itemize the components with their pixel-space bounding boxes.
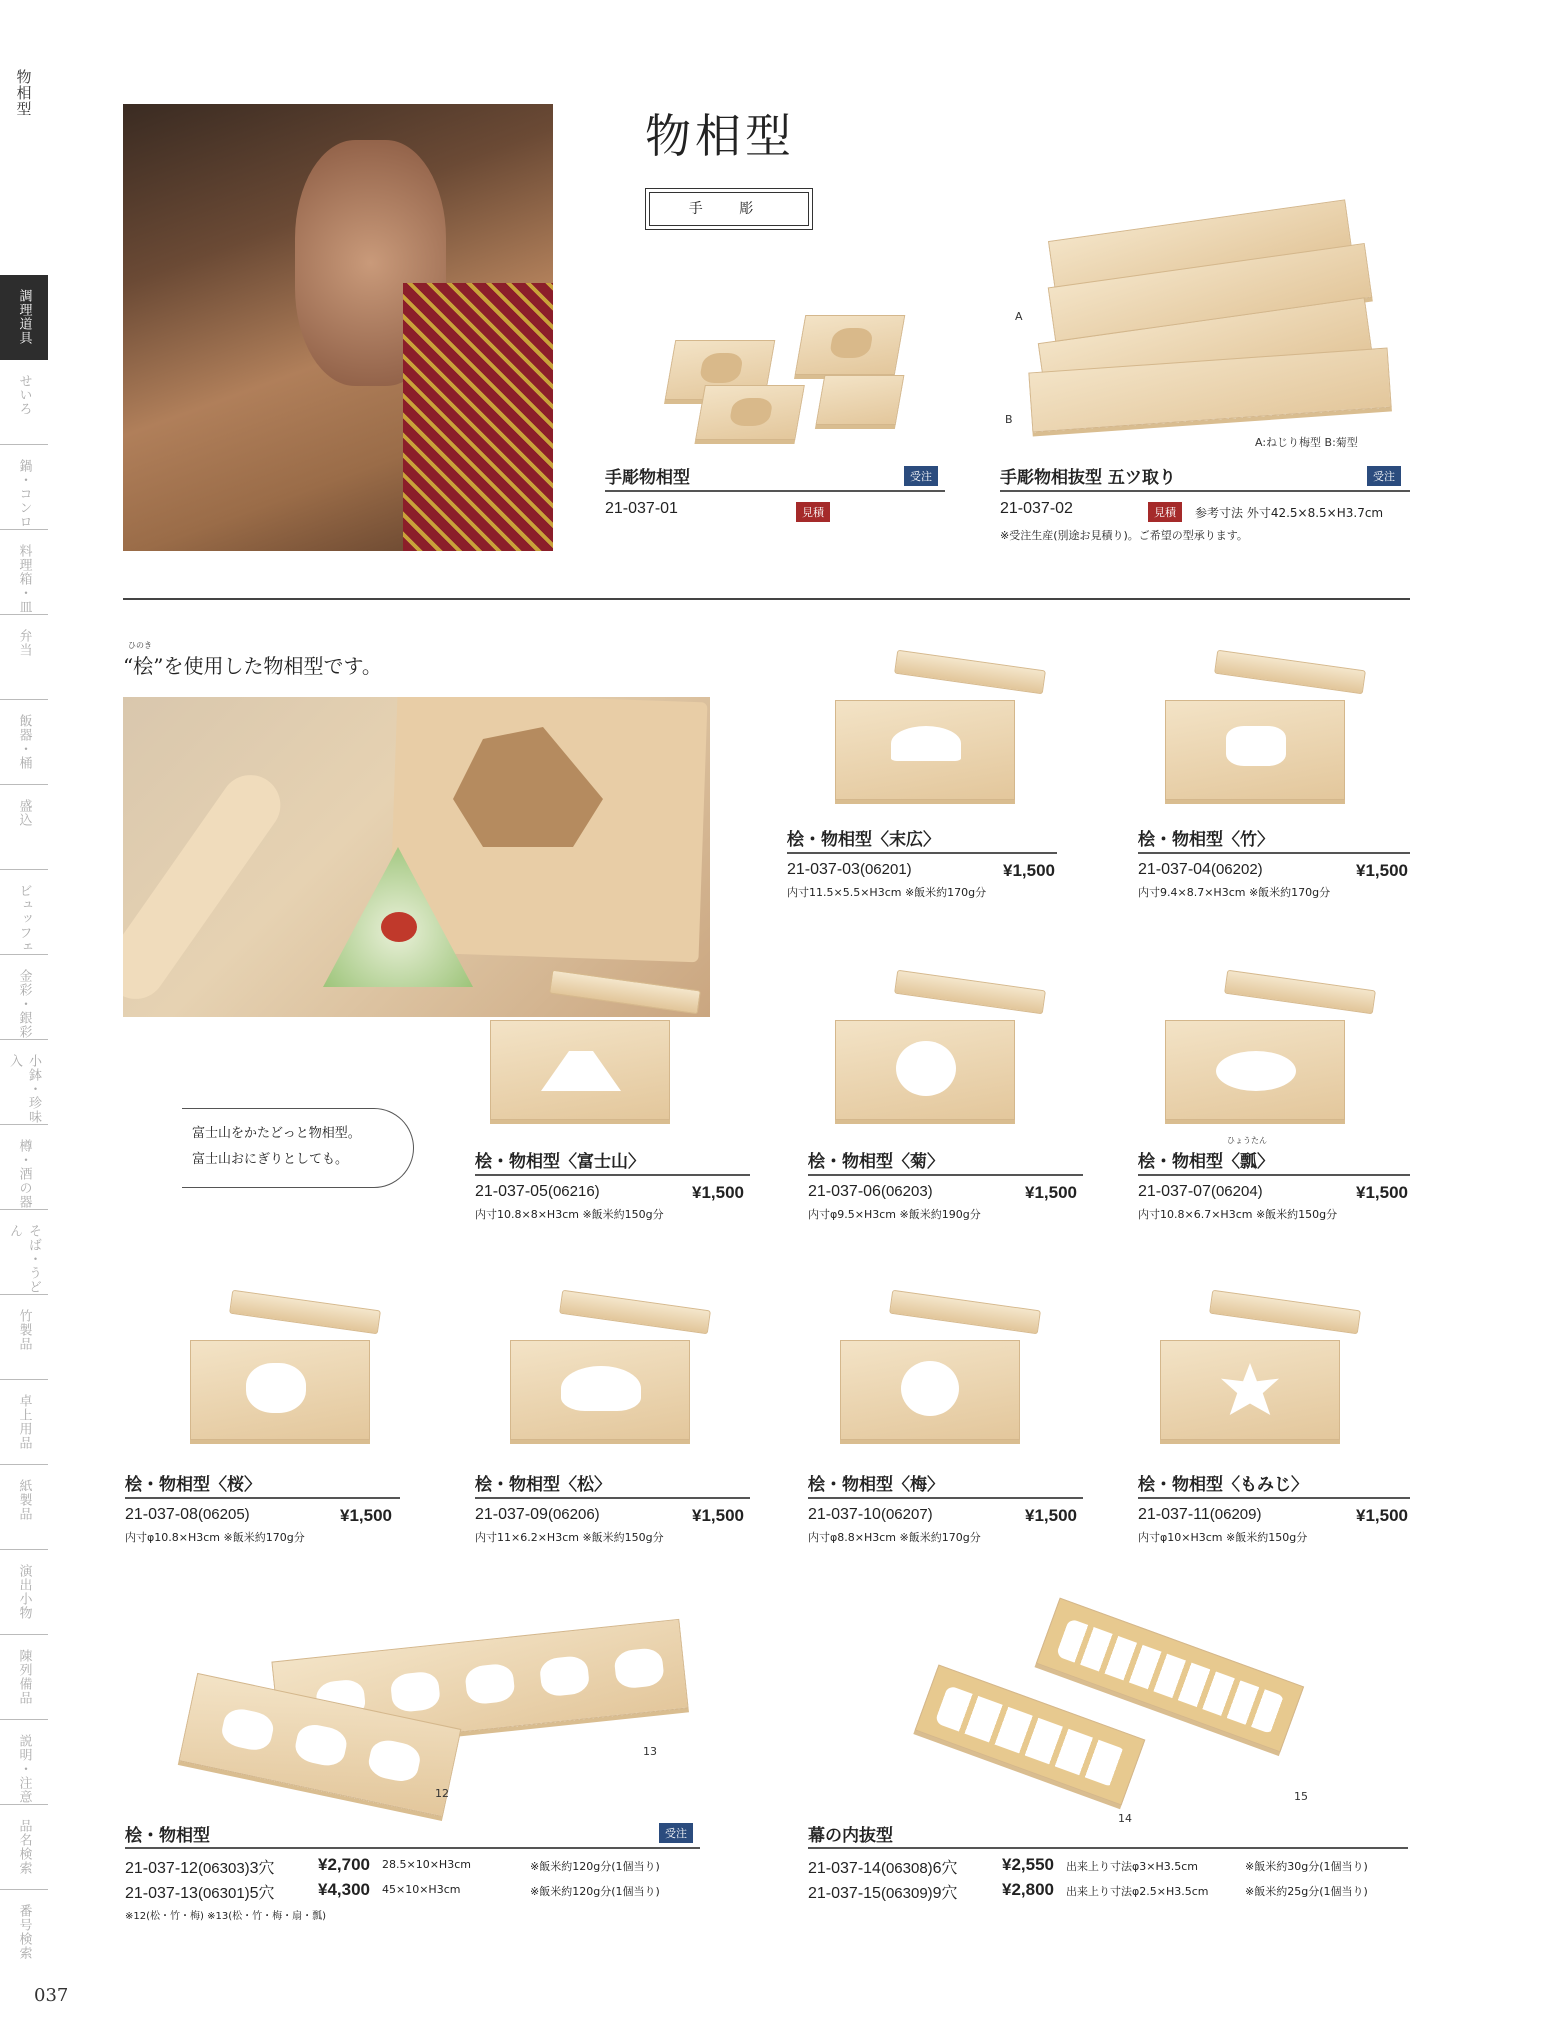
code-sub: (06216) — [547, 1183, 600, 1200]
product-name: 桧・物相型〈もみじ〉 — [1138, 1475, 1308, 1495]
product-image-kiku — [835, 980, 1045, 1130]
side-tab-label: 番号検索 — [16, 1904, 32, 1960]
product-image-hyoutan — [1165, 980, 1375, 1130]
product-rule — [475, 1174, 750, 1176]
product-note: ※受注生産(別途お見積り)。ご希望の型承ります。 — [1000, 529, 1248, 542]
product-name: 桧・物相型〈桜〉 — [125, 1475, 261, 1495]
side-tab-seiro[interactable] — [0, 360, 48, 445]
code-sub: (06207) — [880, 1506, 933, 1523]
product-code — [475, 1183, 600, 1201]
product-note: ※飯米約120g分(1個当り) — [530, 1885, 660, 1898]
side-tab-kinsai[interactable] — [0, 955, 48, 1040]
side-tab-label: 盛込 — [16, 799, 32, 827]
side-tab-soba[interactable] — [0, 1210, 48, 1295]
code-main: 21-037-11 — [1138, 1506, 1210, 1523]
side-tab-label: 鍋・コンロ — [16, 459, 32, 529]
code-main: 21-037-14 — [808, 1860, 881, 1877]
side-tab-label: 調理道具 — [16, 289, 32, 345]
side-tab-label: 弁当 — [16, 629, 32, 657]
product-code — [808, 1855, 958, 1878]
product-image-sakura — [190, 1300, 400, 1450]
code-main: 21-037-04 — [1138, 861, 1211, 878]
ruby-hyoutan: ひょうたん — [1227, 1136, 1267, 1145]
code-holes: 6穴 — [932, 1860, 958, 1877]
code-sub: (06209) — [1209, 1506, 1262, 1523]
side-tab-label: 紙製品 — [16, 1479, 32, 1521]
section-divider — [123, 598, 1410, 600]
side-tab-label: 飯器・桶 — [16, 714, 32, 770]
code-sub: (06203) — [880, 1183, 933, 1200]
product-size: 参考寸法 外寸42.5×8.5×H3.7cm — [1195, 506, 1384, 520]
page-title: 物相型 — [645, 109, 795, 163]
product-name: 桧・物相型〈竹〉 — [1138, 830, 1274, 850]
code-holes: 9穴 — [932, 1885, 958, 1902]
side-tab-label: 卓上用品 — [16, 1394, 32, 1450]
side-tab-label: ビュッフェ — [16, 884, 32, 954]
code-main: 21-037-12 — [125, 1860, 198, 1877]
product-price: ¥1,500 — [692, 1183, 744, 1202]
image-label-13: 13 — [643, 1745, 657, 1758]
product-size: 28.5×10×H3cm — [382, 1858, 471, 1871]
side-tab-chinretsu[interactable] — [0, 1635, 48, 1720]
code-holes: 5穴 — [249, 1885, 275, 1902]
product-rule — [787, 852, 1057, 854]
code-holes: 3穴 — [249, 1860, 275, 1877]
side-tab-label: 説明・注意 — [16, 1734, 32, 1804]
product-code — [125, 1506, 250, 1524]
side-tab-label: 小鉢・珍味入 — [7, 1054, 41, 1124]
product-name: 幕の内抜型 — [808, 1826, 893, 1846]
image-label-14: 14 — [1118, 1812, 1132, 1825]
product-rule — [125, 1497, 400, 1499]
product-spec: 内寸φ9.5×H3cm ※飯米約190g分 — [808, 1208, 981, 1221]
tebori-mold-image — [670, 310, 910, 450]
product-note: ※飯米約120g分(1個当り) — [530, 1860, 660, 1873]
product-price: ¥1,500 — [1356, 1506, 1408, 1525]
product-size: 45×10×H3cm — [382, 1883, 461, 1896]
product-note: ※飯米約25g分(1個当り) — [1245, 1885, 1368, 1898]
side-tab-nabe[interactable] — [0, 445, 48, 530]
product-rule — [1138, 852, 1410, 854]
estimate-badge: 見積 — [796, 502, 830, 522]
product-code — [125, 1855, 275, 1878]
side-tab-label: 料理箱・皿 — [16, 544, 32, 614]
product-code: 21-037-02 — [1000, 500, 1073, 517]
code-sub: (06201) — [859, 861, 912, 878]
side-tab-current[interactable] — [0, 55, 48, 265]
code-sub: (06204) — [1210, 1183, 1263, 1200]
product-rule — [1000, 490, 1410, 492]
product-image-fuji — [490, 980, 700, 1130]
product-price: ¥2,800 — [1002, 1880, 1054, 1899]
code-sub: (06309) — [880, 1885, 933, 1902]
code-main: 21-037-15 — [808, 1885, 881, 1902]
side-tab-label: 演出小物 — [16, 1564, 32, 1620]
product-price: ¥1,500 — [1025, 1506, 1077, 1525]
product-rule — [475, 1497, 750, 1499]
side-tab-morikomi[interactable] — [0, 785, 48, 870]
side-tab-label: 金彩・銀彩 — [16, 969, 32, 1039]
side-tab-chouri[interactable] — [0, 275, 48, 360]
side-tab-hinmei[interactable] — [0, 1805, 48, 1890]
product-code — [1138, 1183, 1263, 1201]
side-tab-ryoribako[interactable] — [0, 530, 48, 615]
product-rule — [808, 1497, 1083, 1499]
product-name: 桧・物相型 — [125, 1826, 210, 1846]
callout-line-2: 富士山おにぎりとしても。 — [192, 1152, 349, 1167]
side-tab-bento[interactable] — [0, 615, 48, 700]
product-code — [475, 1506, 600, 1524]
callout-line-1: 富士山をかたどっと物相型。 — [192, 1126, 361, 1141]
product-price: ¥4,300 — [318, 1880, 370, 1899]
code-sub: (06308) — [880, 1860, 933, 1877]
product-spec: 内寸9.4×8.7×H3cm ※飯米約170g分 — [1138, 886, 1331, 899]
product-price: ¥2,700 — [318, 1855, 370, 1874]
product-image-ume — [840, 1300, 1050, 1450]
product-image-momiji — [1160, 1300, 1370, 1450]
product-price: ¥1,500 — [340, 1506, 392, 1525]
image-label-a: A — [1015, 310, 1023, 323]
product-spec: 内寸φ10×H3cm ※飯米約150g分 — [1138, 1531, 1308, 1544]
product-price: ¥1,500 — [1356, 1183, 1408, 1202]
side-tab-setsumei[interactable] — [0, 1720, 48, 1805]
code-main: 21-037-13 — [125, 1885, 198, 1902]
product-name: 手彫物相型 — [605, 468, 690, 488]
side-tab-label: 品名検索 — [16, 1819, 32, 1875]
product-price: ¥1,500 — [1356, 861, 1408, 880]
product-rule — [1138, 1174, 1410, 1176]
product-code — [808, 1880, 958, 1903]
code-main: 21-037-09 — [475, 1506, 548, 1523]
product-rule — [808, 1847, 1408, 1849]
order-badge: 受注 — [659, 1823, 693, 1843]
code-main: 21-037-10 — [808, 1506, 881, 1523]
image-label-12: 12 — [435, 1787, 449, 1800]
code-main: 21-037-07 — [1138, 1183, 1211, 1200]
product-spec: 内寸10.8×8×H3cm ※飯米約150g分 — [475, 1208, 664, 1221]
side-tab-label: 陳列備品 — [16, 1649, 32, 1705]
product-size: 出来上り寸法φ2.5×H3.5cm — [1066, 1885, 1209, 1898]
product-price: ¥2,550 — [1002, 1855, 1054, 1874]
side-tab-bangou[interactable] — [0, 1890, 48, 1975]
order-badge: 受注 — [904, 466, 938, 486]
side-tab-taru[interactable] — [0, 1125, 48, 1210]
code-sub: (06301) — [197, 1885, 250, 1902]
code-sub: (06202) — [1210, 861, 1263, 878]
side-tab-label: せいろ — [16, 374, 32, 416]
product-code — [787, 861, 912, 879]
side-tab-take[interactable] — [0, 1295, 48, 1380]
product-code: 21-037-01 — [605, 500, 678, 517]
code-main: 21-037-03 — [787, 861, 860, 878]
product-name: 桧・物相型〈菊〉 — [808, 1152, 944, 1172]
product-price: ¥1,500 — [692, 1506, 744, 1525]
product-name: 手彫物相抜型 五ツ取り — [1000, 468, 1176, 488]
product-price: ¥1,500 — [1003, 861, 1055, 880]
page-number: 037 — [34, 1985, 69, 2006]
product-code — [808, 1506, 933, 1524]
side-tab-label: 物相型 — [14, 69, 33, 117]
estimate-badge: 見積 — [1148, 502, 1182, 522]
product-rule — [1138, 1497, 1410, 1499]
craftsman-photo — [123, 104, 553, 551]
product-name: 桧・物相型〈瓢〉 — [1138, 1152, 1274, 1172]
code-sub: (06303) — [197, 1860, 250, 1877]
product-code — [125, 1880, 275, 1903]
product-price: ¥1,500 — [1025, 1183, 1077, 1202]
order-badge: 受注 — [1367, 466, 1401, 486]
image-label-15: 15 — [1294, 1790, 1308, 1803]
product-code — [1138, 861, 1263, 879]
product-image-suehiro — [835, 660, 1045, 810]
ruby-hinoki: ひのき — [128, 641, 152, 650]
side-tab-buffet[interactable] — [0, 870, 48, 955]
side-tab-kami[interactable] — [0, 1465, 48, 1550]
product-code — [1138, 1506, 1261, 1524]
code-main: 21-037-06 — [808, 1183, 881, 1200]
product-image-matsu — [510, 1300, 720, 1450]
product-name: 桧・物相型〈松〉 — [475, 1475, 611, 1495]
product-spec: 内寸φ8.8×H3cm ※飯米約170g分 — [808, 1531, 981, 1544]
product-size: 出来上り寸法φ3×H3.5cm — [1066, 1860, 1198, 1873]
code-sub: (06205) — [197, 1506, 250, 1523]
side-tab-takujo[interactable] — [0, 1380, 48, 1465]
side-tab-label: 竹製品 — [16, 1309, 32, 1351]
product-spec: 内寸11.5×5.5×H3cm ※飯米約170g分 — [787, 886, 987, 899]
code-main: 21-037-08 — [125, 1506, 198, 1523]
product-code — [808, 1183, 933, 1201]
product-image-take — [1165, 660, 1375, 810]
image-label-b: B — [1005, 413, 1013, 426]
intro-text: “桧”を使用した物相型です。 — [123, 654, 382, 678]
image-caption: A:ねじり梅型 B:菊型 — [1255, 436, 1358, 449]
side-tab-enshutsu[interactable] — [0, 1550, 48, 1635]
side-tab-label: 樽・酒の器 — [16, 1139, 32, 1209]
gohole-mold-image — [1010, 220, 1390, 440]
code-main: 21-037-05 — [475, 1183, 548, 1200]
product-spec: 内寸11×6.2×H3cm ※飯米約150g分 — [475, 1531, 664, 1544]
product-name: 桧・物相型〈梅〉 — [808, 1475, 944, 1495]
side-tab-label: そば・うどん — [7, 1224, 41, 1294]
onigiri-photo — [123, 697, 710, 1017]
product-rule — [808, 1174, 1083, 1176]
product-name: 桧・物相型〈富士山〉 — [475, 1152, 645, 1172]
product-rule — [125, 1847, 700, 1849]
multi-mold-image — [185, 1620, 705, 1810]
side-tab-kobachi[interactable] — [0, 1040, 48, 1125]
product-note: ※飯米約30g分(1個当り) — [1245, 1860, 1368, 1873]
code-sub: (06206) — [547, 1506, 600, 1523]
product-name: 桧・物相型〈末広〉 — [787, 830, 940, 850]
makunouchi-image — [920, 1640, 1320, 1830]
product-spec: 内寸10.8×6.7×H3cm ※飯米約150g分 — [1138, 1208, 1338, 1221]
side-tab-hanki[interactable] — [0, 700, 48, 785]
product-spec: 内寸φ10.8×H3cm ※飯米約170g分 — [125, 1531, 305, 1544]
product-rule — [605, 490, 945, 492]
section-label: 手 彫 — [645, 188, 813, 230]
product-footnote: ※12(松・竹・梅) ※13(松・竹・梅・扇・瓢) — [125, 1911, 326, 1922]
